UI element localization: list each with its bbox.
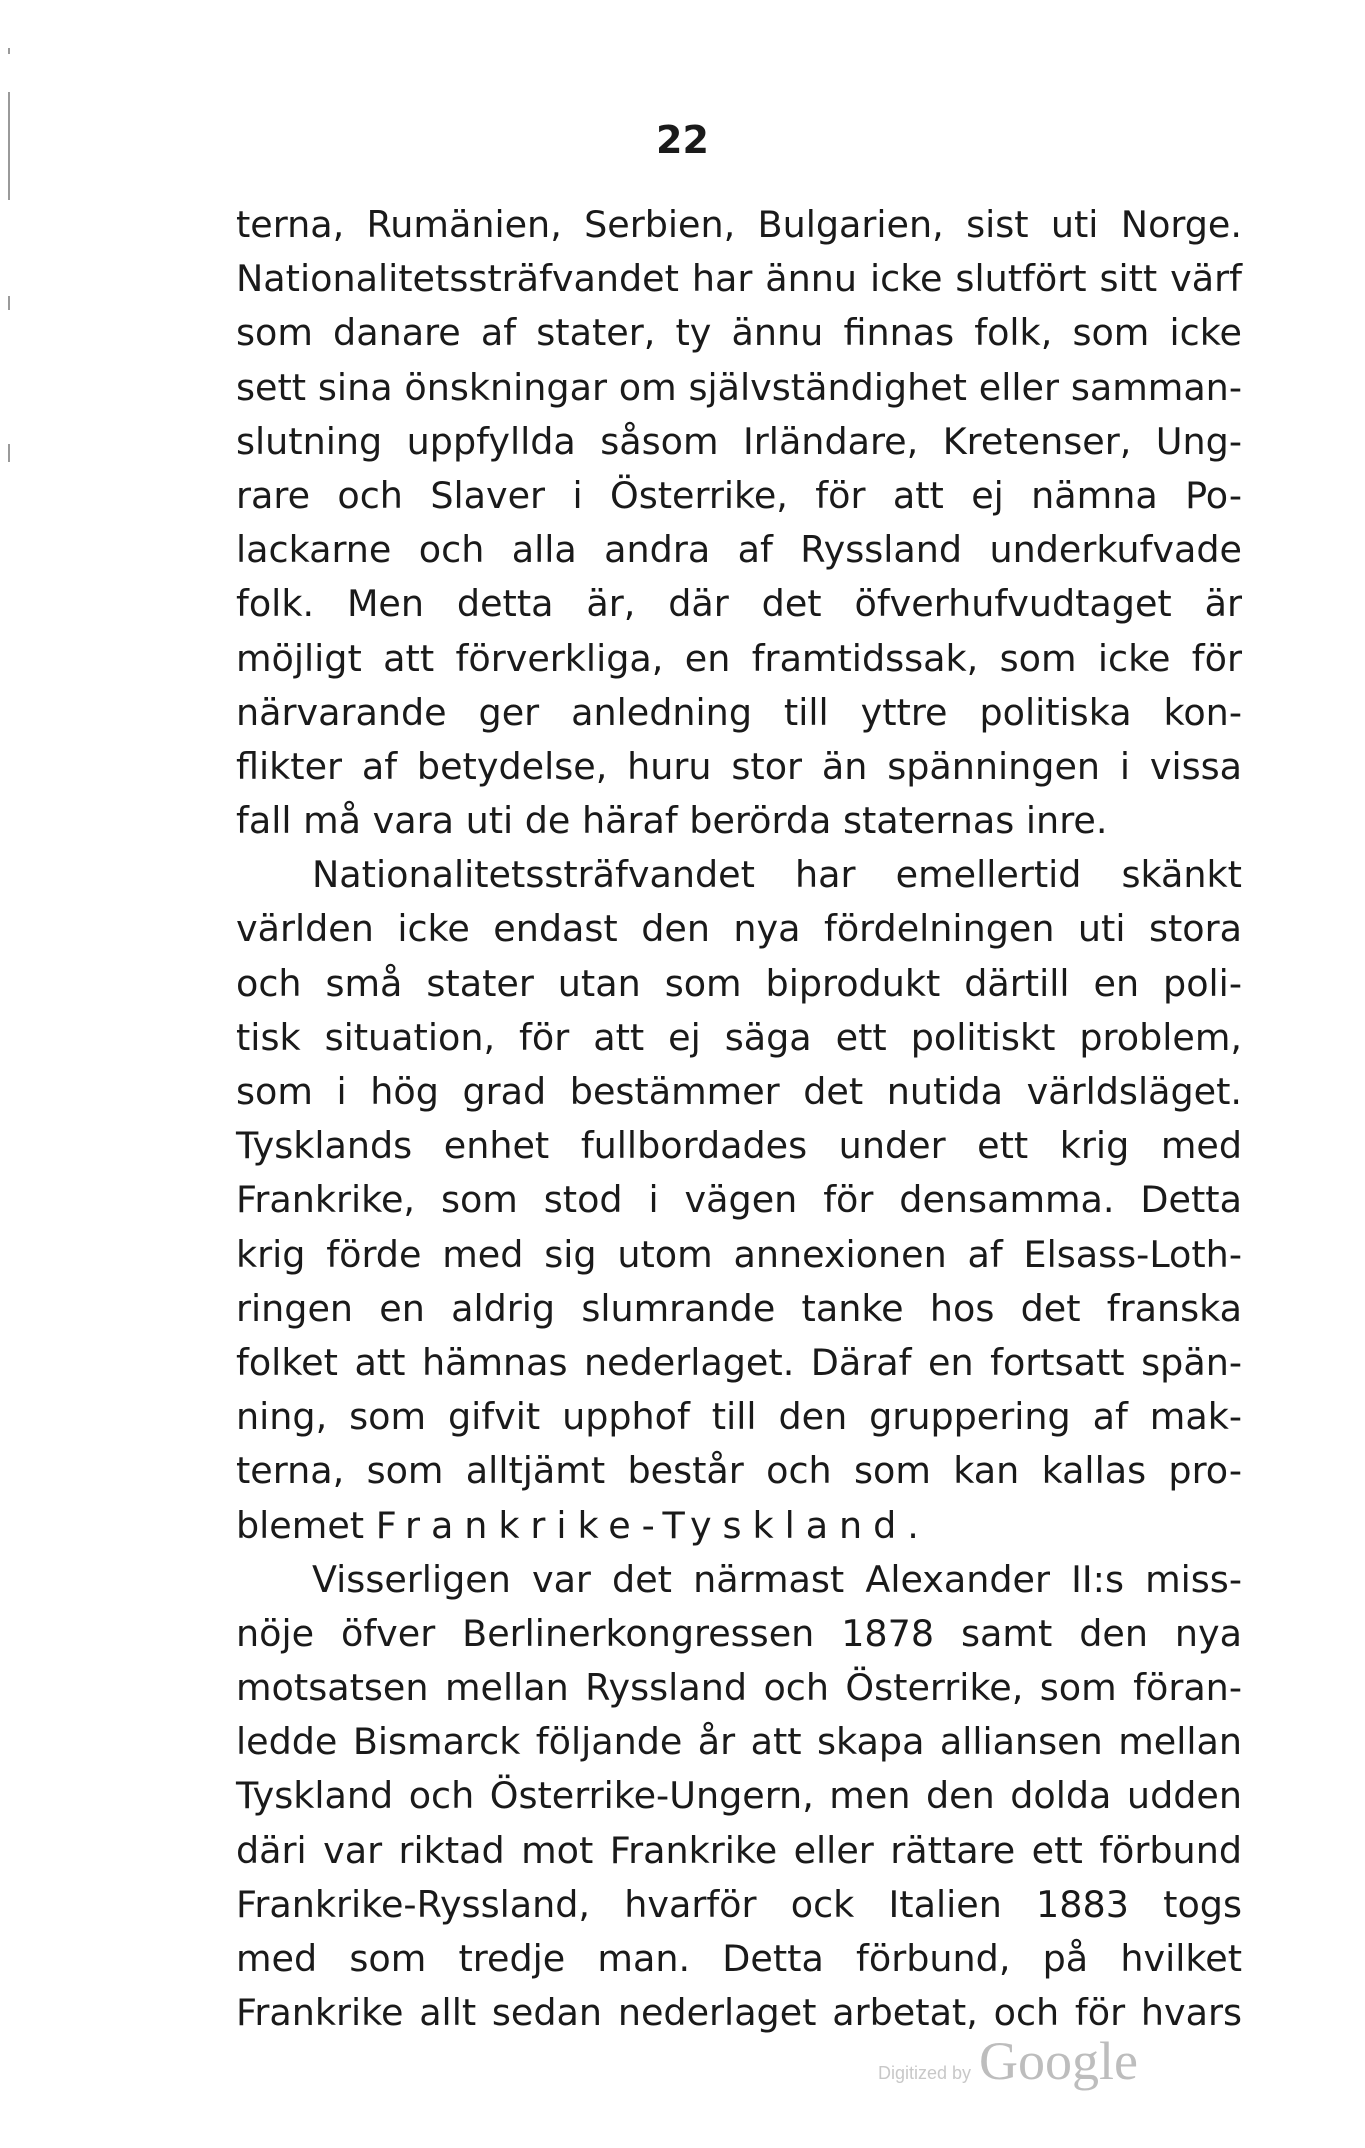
text-line: terna, som alltjämt består och som kan kallas pro- xyxy=(236,1449,1242,1493)
text-line: Frankrike allt sedan nederlaget arbetat, och för hvars xyxy=(236,1991,1242,2035)
text-line: ringen en aldrig slumrande tanke hos det franska xyxy=(236,1286,1242,1330)
text-line: Tysklands enhet fullbordades under ett krig med xyxy=(236,1124,1242,1168)
text-line: tisk situation, för att ej säga ett politiskt problem, xyxy=(236,1015,1242,1059)
google-logo: Google xyxy=(979,2031,1139,2091)
scan-edge-mark xyxy=(8,444,10,462)
text-line: Frankrike-Ryssland, hvarför ock Italien 1883 togs xyxy=(236,1882,1242,1926)
text-line: ning, som gifvit upphof till den gruppering af mak- xyxy=(236,1395,1242,1439)
text-line: slutning uppfyllda såsom Irländare, Kretenser, Ung- xyxy=(236,419,1242,463)
text-line: som danare af stater, ty ännu finnas folk, som icke xyxy=(236,311,1242,355)
text-line: Nationalitetssträfvandet har ännu icke slutfört sitt värf xyxy=(236,257,1242,301)
text-line: Nationalitetssträfvandet har emellertid skänkt xyxy=(312,853,1242,897)
scan-edge-mark xyxy=(8,296,10,310)
text-line: med som tredje man. Detta förbund, på hvilket xyxy=(236,1937,1242,1980)
text-line: däri var riktad mot Frankrike eller rättare ett förbund xyxy=(236,1828,1242,1872)
text-line: folk. Men detta är, där det öfverhufvudtaget är xyxy=(236,582,1242,626)
text-line: närvarande ger anledning till yttre politiska kon- xyxy=(236,690,1242,734)
text-line: fall må vara uti de häraf berörda staternas inre. xyxy=(236,799,1108,843)
spaced-emphasis: Frankrike-Tyskland. xyxy=(375,1503,930,1547)
digitized-watermark xyxy=(878,2030,1138,2100)
text-line: rare och Slaver i Österrike, för att ej nämna Po- xyxy=(236,473,1242,517)
scan-edge-mark xyxy=(8,48,10,54)
text-line: och små stater utan som biprodukt därtill en poli- xyxy=(236,961,1242,1005)
text-line: ledde Bismarck följande år att skapa alliansen mellan xyxy=(236,1720,1242,1764)
watermark-prefix: Digitized by xyxy=(878,2063,972,2083)
text-line-start: blemet xyxy=(236,1503,376,1547)
text-line: folket att hämnas nederlaget. Däraf en fortsatt spän- xyxy=(236,1340,1242,1384)
text-line: Frankrike, som stod i vägen för densamma. Detta xyxy=(236,1178,1242,1222)
text-line: Tyskland och Österrike-Ungern, men den dolda udden xyxy=(236,1774,1242,1818)
text-line: nöje öfver Berlinerkongressen 1878 samt den nya xyxy=(236,1611,1242,1655)
text-line: motsatsen mellan Ryssland och Österrike, som föran- xyxy=(236,1666,1242,1710)
text-line: lackarne och alla andra af Ryssland underkufvade xyxy=(236,528,1242,572)
text-line: krig förde med sig utom annexionen af Elsass-Loth- xyxy=(236,1232,1242,1276)
text-line: sett sina önskningar om självständighet eller samman- xyxy=(236,365,1242,409)
text-line: Visserligen var det närmast Alexander II:s miss- xyxy=(312,1557,1242,1601)
text-line: flikter af betydelse, huru stor än spänningen i vissa xyxy=(236,744,1242,788)
page-number: 22 xyxy=(656,118,709,162)
text-line xyxy=(236,1499,1242,1553)
text-line: terna, Rumänien, Serbien, Bulgarien, sist uti Norge. xyxy=(236,203,1242,246)
body-text xyxy=(236,198,1242,2040)
text-line: som i hög grad bestämmer det nutida världsläget. xyxy=(236,1070,1242,1113)
text-line: möjligt att förverkliga, en framtidssak, som icke för xyxy=(236,636,1242,680)
text-line: världen icke endast den nya fördelningen uti stora xyxy=(236,907,1242,951)
